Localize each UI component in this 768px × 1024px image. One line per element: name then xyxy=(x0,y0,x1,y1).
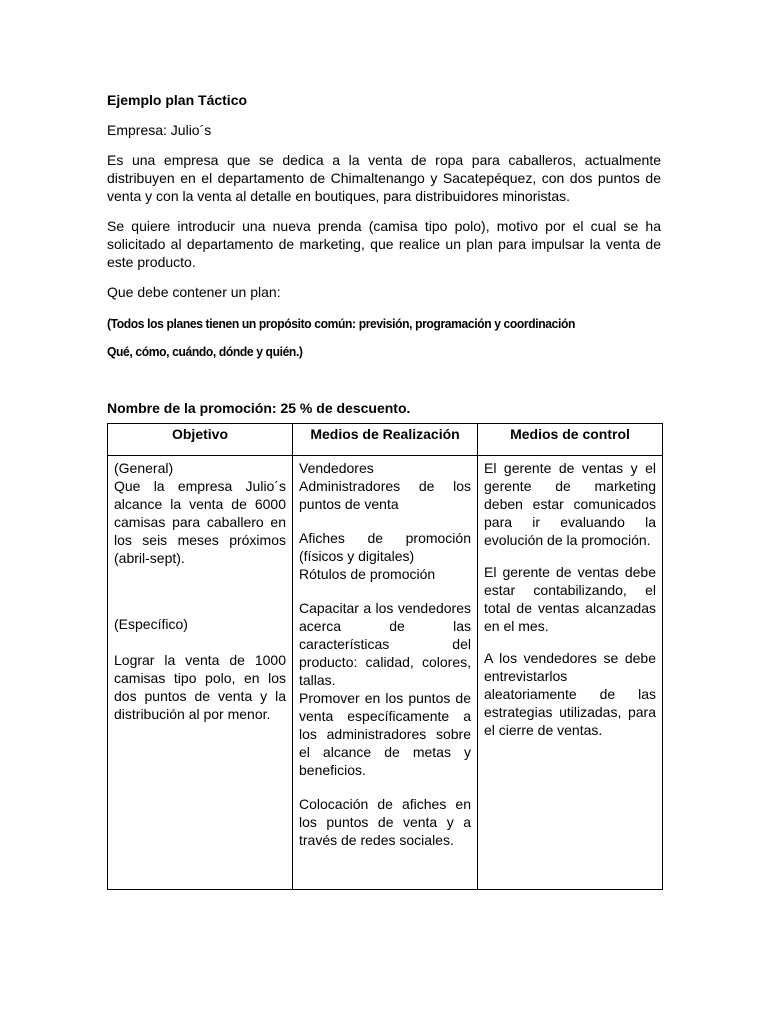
header-objetivo: Objetivo xyxy=(108,424,293,456)
header-medios-control: Medios de control xyxy=(478,424,663,456)
control-item: A los vendedores se debe entrevistarlos aleatoriamente de las estrategias utilizadas, para el cierre de ventas. xyxy=(484,650,656,738)
specific-objective: Lograr la venta de 1000 camisas tipo polo, en los dos puntos de venta y la distribución al por menor. xyxy=(114,652,286,722)
realizacion-item: Vendedores xyxy=(299,460,374,476)
general-label: (General) xyxy=(114,460,174,476)
control-item: El gerente de ventas debe estar contabilizando, el total de ventas alcanzadas en el mes. xyxy=(484,564,656,634)
product-paragraph: Se quiere introducir una nueva prenda (camisa tipo polo), motivo por el cual se ha solicitado al departamento de marketing, que realice un plan para impulsar la venta de este producto. xyxy=(107,218,661,270)
realizacion-item: Colocación de afiches en los puntos de venta y a través de redes sociales. xyxy=(299,796,471,848)
promotion-name: Nombre de la promoción: 25 % de descuento. xyxy=(107,400,411,416)
realizacion-item: Administradores de los puntos de venta xyxy=(299,478,471,512)
specific-label: (Específico) xyxy=(114,616,188,632)
header-medios-realizacion: Medios de Realización xyxy=(293,424,478,456)
plan-note-line-1: (Todos los planes tienen un propósito común: previsión, programación y coordinación xyxy=(107,316,576,331)
cell-realizacion xyxy=(293,456,478,890)
table-header-row xyxy=(108,424,663,456)
intro-paragraph: Es una empresa que se dedica a la venta de ropa para caballeros, actualmente distribuyen en el departamento de Chimaltenango y Sacatepéquez, con dos puntos de venta y con la venta al detalle en boutiques, para distribuidores minoristas. xyxy=(107,152,661,204)
control-item: El gerente de ventas y el gerente de marketing deben estar comunicados para ir evaluando la evolución de la promoción. xyxy=(484,460,656,548)
document-heading: Ejemplo plan Táctico xyxy=(107,92,248,108)
plan-question: Que debe contener un plan: xyxy=(107,284,281,300)
table-row xyxy=(108,456,663,890)
general-objective: Que la empresa Julio´s alcance la venta de 6000 camisas para caballero en los seis meses próximos (abril-sept). xyxy=(114,478,286,566)
realizacion-item: Promover en los puntos de venta específicamente a los administradores sobre el alcance de metas y beneficios. xyxy=(299,690,471,778)
realizacion-item: Capacitar a los vendedores acerca de las características del producto: calidad, colores, tallas. xyxy=(299,600,471,688)
realizacion-item: Afiches de promoción (físicos y digitales) xyxy=(299,530,471,564)
cell-objetivo xyxy=(108,456,293,890)
realizacion-item: Rótulos de promoción xyxy=(299,566,436,582)
company-line: Empresa: Julio´s xyxy=(107,122,212,138)
document-page xyxy=(107,91,661,890)
tactical-plan-table xyxy=(107,423,663,890)
plan-note-line-2: Qué, cómo, cuándo, dónde y quién.) xyxy=(107,344,303,359)
cell-control xyxy=(478,456,663,890)
